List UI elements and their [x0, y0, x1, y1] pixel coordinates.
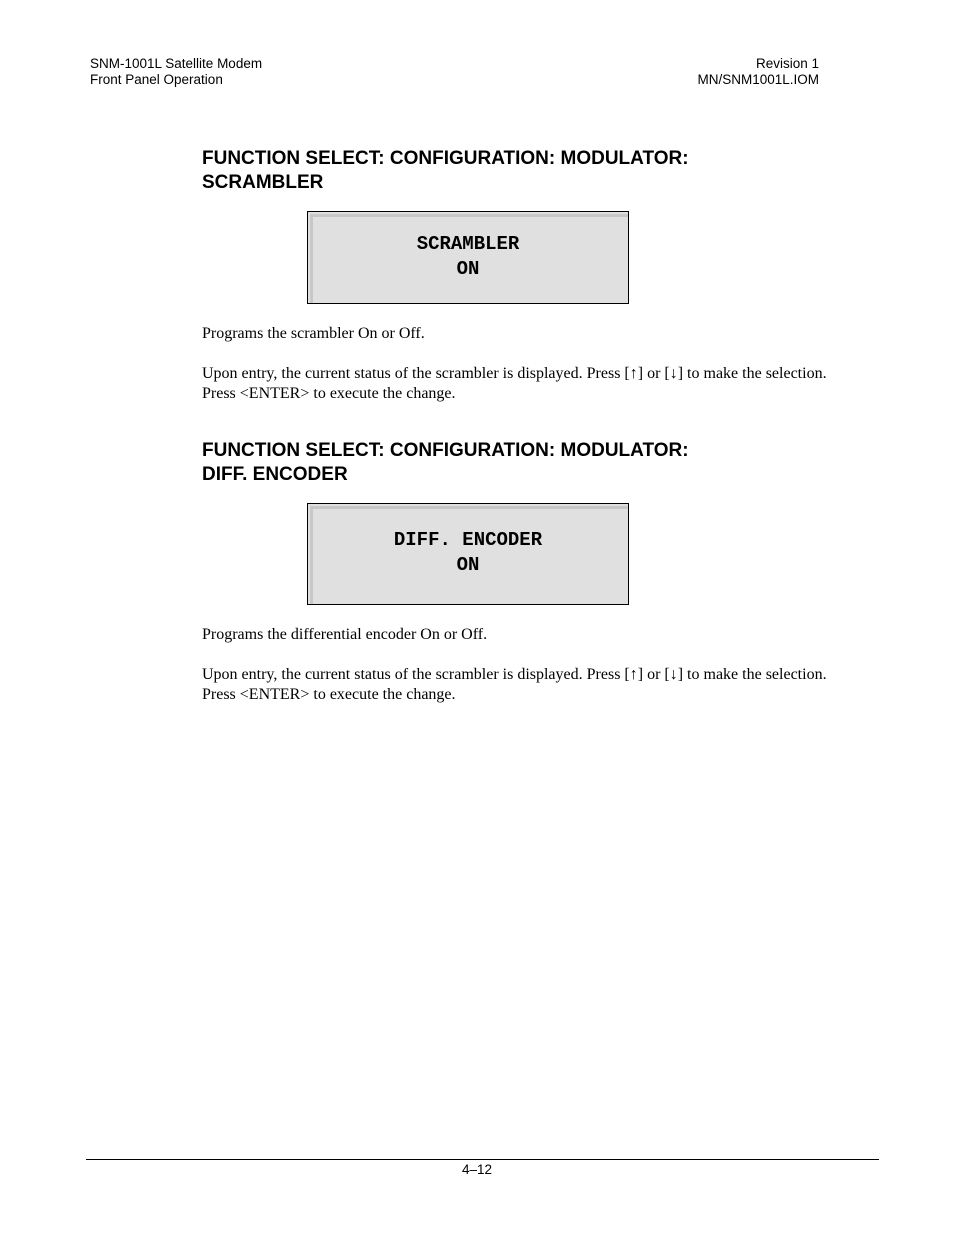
chapter-title: Front Panel Operation [90, 72, 223, 87]
section-heading [202, 439, 892, 487]
instruction-paragraph [202, 364, 892, 404]
display-line-2: ON [456, 258, 480, 280]
header-right [697, 56, 819, 88]
section-heading [202, 147, 892, 195]
instruction-paragraph [202, 665, 892, 705]
heading-line-1: FUNCTION SELECT: CONFIGURATION: MODULATOR: [202, 440, 689, 461]
document-number: MN/SNM1001L.IOM [697, 72, 819, 87]
instruction-line-2: Press <ENTER> to execute the change. [202, 385, 456, 402]
front-panel-display [307, 503, 629, 605]
description-paragraph: Programs the differential encoder On or Off. [202, 626, 488, 643]
heading-line-2: DIFF. ENCODER [202, 464, 348, 485]
section-scrambler [202, 147, 892, 404]
instruction-line-1: Upon entry, the current status of the scrambler is displayed. Press [↑] or [↓] to make the selection. [202, 365, 827, 382]
page-number: 4–12 [461, 1162, 493, 1177]
display-line-2: ON [456, 554, 480, 576]
heading-line-2: SCRAMBLER [202, 172, 324, 193]
instruction-line-1: Upon entry, the current status of the scrambler is displayed. Press [↑] or [↓] to make the selection. [202, 666, 827, 683]
display-line-1: SCRAMBLER [416, 233, 520, 255]
header-left [90, 56, 262, 88]
revision-label: Revision 1 [755, 56, 819, 71]
heading-line-1: FUNCTION SELECT: CONFIGURATION: MODULATOR: [202, 148, 689, 169]
front-panel-display [307, 211, 629, 304]
section-diff-encoder [202, 439, 892, 705]
display-line-1: DIFF. ENCODER [393, 529, 543, 551]
document-title: SNM-1001L Satellite Modem [90, 56, 263, 71]
instruction-line-2: Press <ENTER> to execute the change. [202, 686, 456, 703]
description-paragraph: Programs the scrambler On or Off. [202, 325, 425, 342]
footer-divider [86, 1159, 879, 1160]
